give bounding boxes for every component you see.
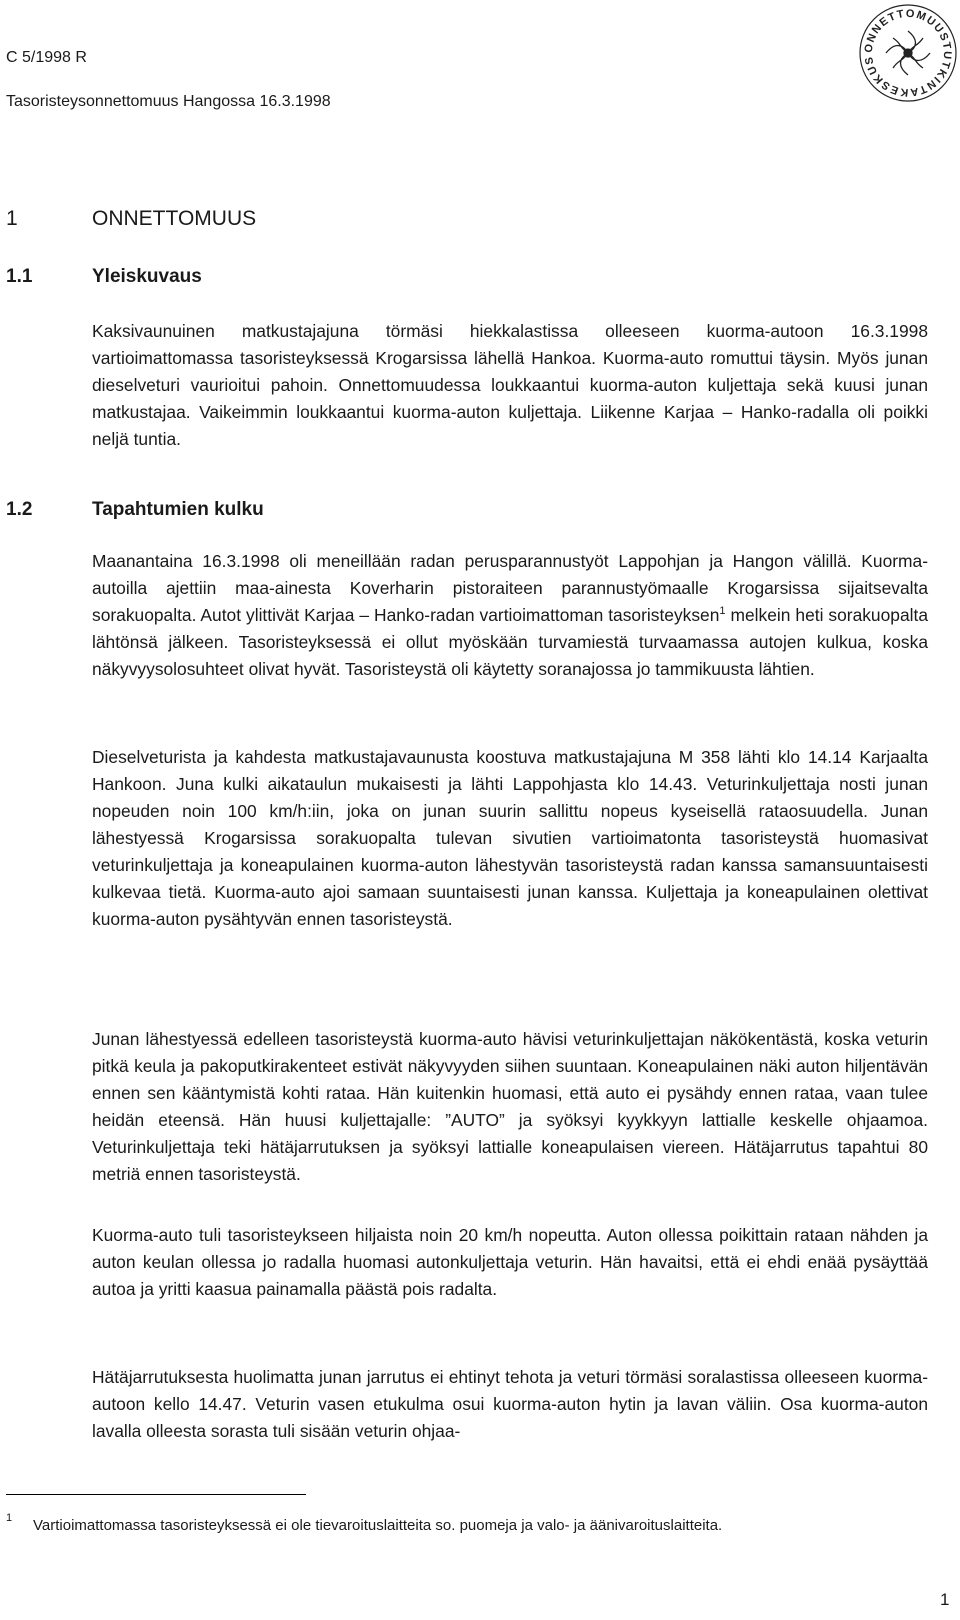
- section-1-2-heading: 1.2 Tapahtumien kulku: [6, 499, 264, 520]
- onnettomuustutkintakeskus-logo: [855, 0, 960, 106]
- section-1-heading: 1 ONNETTOMUUS: [6, 207, 257, 230]
- paragraph-approach: Junan lähestyessä edelleen tasoristeystä kuorma-auto hävisi veturinkuljettajan näkökentästä, koska veturin pitkä keula ja pakoputkirakenteet estivät näkyvyyden siihen suuntaan. Koneapulainen näki auton hiljentävän ennen sen kääntymistä kohti rataa. Hän kuitenkin huomasi, että auto ei pysähdy ennen rataa, vaan tulee heidän eteensä. Hän huusi kuljettajalle: ”AUTO” ja syöksyi kyykkyyn lattialle keskelle ohjaamoa. Veturinkuljettaja teki hätäjarrutuksen ja syöksyi lattialle koneapulaisen viereen. Hätäjarrutus tapahtui 80 metriä ennen tasoristeystä.: [92, 1029, 928, 1184]
- logo-seal-icon: [855, 0, 960, 106]
- paragraph-collision: Hätäjarrutuksesta huolimatta junan jarrutus ei ehtinyt tehota ja veturi törmäsi soralastissa olleeseen kuorma-autoon kello 14.47. Veturin vasen etukulma osui kuorma-auton hytin ja lavan väliin. Osa kuorma-auton lavalla olleesta sorasta tuli sisään veturin ohjaa-: [92, 1367, 928, 1441]
- footnote-divider: [6, 1494, 306, 1495]
- section-1-1-heading: 1.1 Yleiskuvaus: [6, 266, 202, 287]
- paragraph-truck-crossing: Kuorma-auto tuli tasoristeykseen hiljaista noin 20 km/h nopeutta. Auton ollessa poikittain rataan nähden ja auton keulan ollessa jo radalla huomasi autonkuljettaja veturin. Hän havaitsi, että ei ehdi enää pysäyttää autoa ja yritti kaasua painamalla päästä pois radalta.: [92, 1225, 928, 1299]
- paragraph-train-departure: Dieselveturista ja kahdesta matkustajavaunusta koostuva matkustajajuna M 358 lähti klo 14.14 Karjaalta Hankoon. Juna kulki aikataulun mukaisesti ja lähti Lappohjasta klo 14.43. Veturinkuljettaja nosti junan nopeuden noin 100 km/h:iin, joka on junan suurin sallittu nopeus kyseisellä rataosuudella. Junan lähestyessä Krogarsissa sorakuopalta tulevan sivutien vartioimatonta tasoristeystä huomasivat veturinkuljettaja ja koneapulainen kuorma-auton lähestyvän tasoristeystä radan kanssa samansuuntaisesti kulkevaa tietä. Kuorma-auto ajoi samaan suuntaisesti junan kanssa. Kuljettaja ja koneapulainen olettivat kuorma-auton pysähtyvän ennen tasoristeystä.: [92, 747, 928, 929]
- logo-ring-text: ONNETTOMUUSTUTKINTAKESKUS: [862, 7, 954, 99]
- footnote-number: 1: [6, 1512, 13, 1524]
- paragraph-background: Maanantaina 16.3.1998 oli meneillään radan perusparannustyöt Lappohjan ja Hangon välillä. Kuorma-autoilla ajettiin maa-ainesta Koverharin pistoraiteen parannustyömaalle Krogarsissa sijaitsevalta sorakuopalta. Autot ylittivät Karjaa – Hanko-radan vartioimattoman tasoristeyksen$^1$ melkein heti sorakuopalta lähtönsä jälkeen. Tasoristeyksessä ei ollut myöskään turvamiestä turvaamassa autojen kulkua, koska näkyvyysolosuhteet olivat hyvät. Tasoristeystä oli käytetty soranajossa jo tammikuusta lähtien.: [92, 551, 928, 679]
- header-doc-code: C 5/1998 R: [6, 49, 87, 66]
- page-number: 1: [940, 1590, 950, 1609]
- header-doc-title: Tasoristeysonnettomuus Hangossa 16.3.1998: [6, 93, 331, 110]
- paragraph-overview: Kaksivaunuinen matkustajajuna törmäsi hiekkalastissa olleeseen kuorma-autoon 16.3.1998 vartioimattomassa tasoristeyksessä Krogarsissa lähellä Hankoa. Kuorma-auto romuttui täysin. Myös junan dieselveturi vaurioitui pahoin. Onnettomuudessa loukkaantui kuorma-auton kuljettaja sekä kuusi junan matkustajaa. Vaikeimmin loukkaantui kuorma-auton kuljettaja. Liikenne Karjaa – Hanko-radalla oli poikki neljä tuntia.: [92, 321, 928, 449]
- footnote-text: Vartioimattomassa tasoristeyksessä ei ole tievaroituslaitteita so. puomeja ja valo- ja äänivaroituslaitteita.: [33, 1517, 723, 1534]
- footnote-reference: 1: [719, 605, 726, 618]
